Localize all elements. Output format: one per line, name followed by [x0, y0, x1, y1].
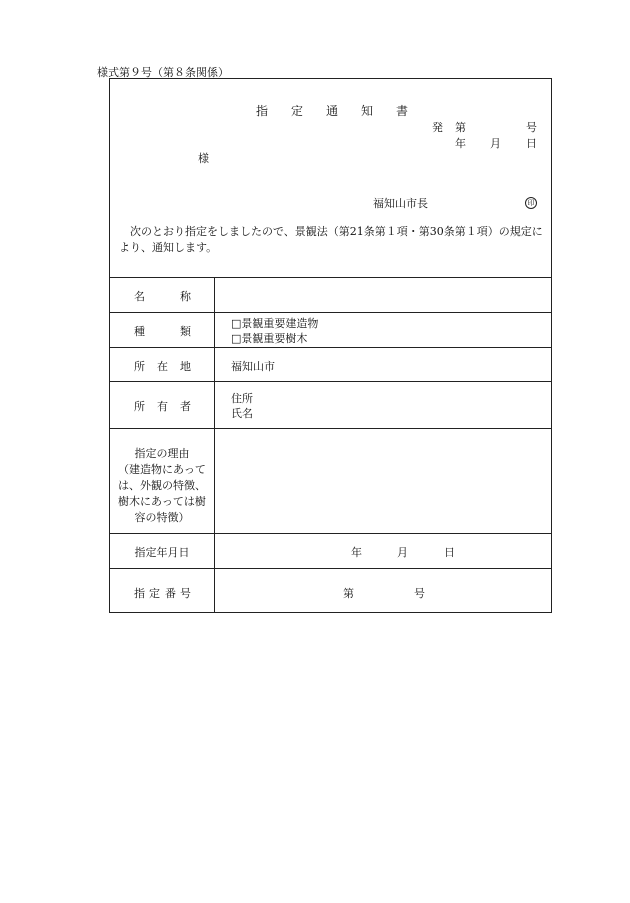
table-line: [110, 381, 551, 382]
label-reason-4: 樹木にあっては樹: [118, 495, 206, 508]
date-year: 年: [455, 137, 466, 150]
label-reason-1: 指定の理由: [134, 447, 190, 460]
designation-year: 年: [351, 546, 362, 559]
label-name-1: 名: [134, 290, 145, 303]
date-day: 日: [526, 137, 537, 150]
addressee-suffix: 様: [198, 152, 209, 165]
issue-dai: 第: [455, 121, 466, 134]
label-name-2: 称: [180, 290, 191, 303]
title-char-2: 定: [291, 104, 304, 118]
title-char-3: 通: [326, 104, 339, 118]
table-line: [110, 277, 551, 278]
title-char-4: 知: [361, 104, 374, 118]
designation-month: 月: [397, 546, 408, 559]
table-line: [110, 568, 551, 569]
designation-notice-sheet: [109, 78, 552, 613]
table-line: [110, 533, 551, 534]
table-column-divider: [214, 277, 215, 612]
label-number-3: 番: [165, 587, 176, 600]
label-location-2: 在: [157, 360, 168, 373]
form-number: 様式第９号（第８条関係）: [97, 66, 229, 79]
seal-mark: [525, 195, 537, 209]
owner-name-label: 氏名: [231, 407, 253, 420]
type-option-building[interactable]: □景観重要建造物: [231, 317, 319, 330]
date-month: 月: [490, 137, 501, 150]
type-option-tree[interactable]: □景観重要樹木: [231, 332, 308, 345]
location-value: 福知山市: [231, 360, 275, 373]
label-reason-5: 容の特徴）: [134, 511, 190, 524]
title-char-5: 書: [396, 104, 409, 118]
table-line: [110, 428, 551, 429]
issue-char: 発: [432, 121, 443, 134]
designation-number-dai: 第: [343, 587, 354, 600]
label-owner-1: 所: [134, 400, 145, 413]
label-designation-date: 指定年月日: [134, 546, 190, 559]
label-owner-3: 者: [180, 400, 191, 413]
designation-number-go: 号: [414, 587, 425, 600]
issuer-name: 福知山市長: [373, 197, 428, 210]
label-owner-2: 有: [157, 400, 168, 413]
designation-day: 日: [444, 546, 455, 559]
label-reason-2: （建造物にあって: [118, 463, 206, 476]
title-char-1: 指: [256, 104, 269, 118]
label-location-1: 所: [134, 360, 145, 373]
label-type-2: 類: [180, 325, 191, 338]
label-location-3: 地: [180, 360, 191, 373]
label-type-1: 種: [134, 325, 145, 338]
notice-body-text: 次のとおり指定をしましたので、景観法（第21条第１項・第30条第１項）の規定により、通知します。: [119, 225, 543, 254]
table-line: [110, 347, 551, 348]
owner-address-label: 住所: [231, 392, 253, 405]
label-number-4: 号: [180, 587, 191, 600]
issue-go: 号: [526, 121, 537, 134]
label-reason-3: は、外観の特徴、: [118, 479, 206, 492]
label-number-2: 定: [149, 587, 160, 600]
table-line: [110, 312, 551, 313]
seal-icon: 印: [525, 197, 537, 209]
label-number-1: 指: [134, 587, 145, 600]
